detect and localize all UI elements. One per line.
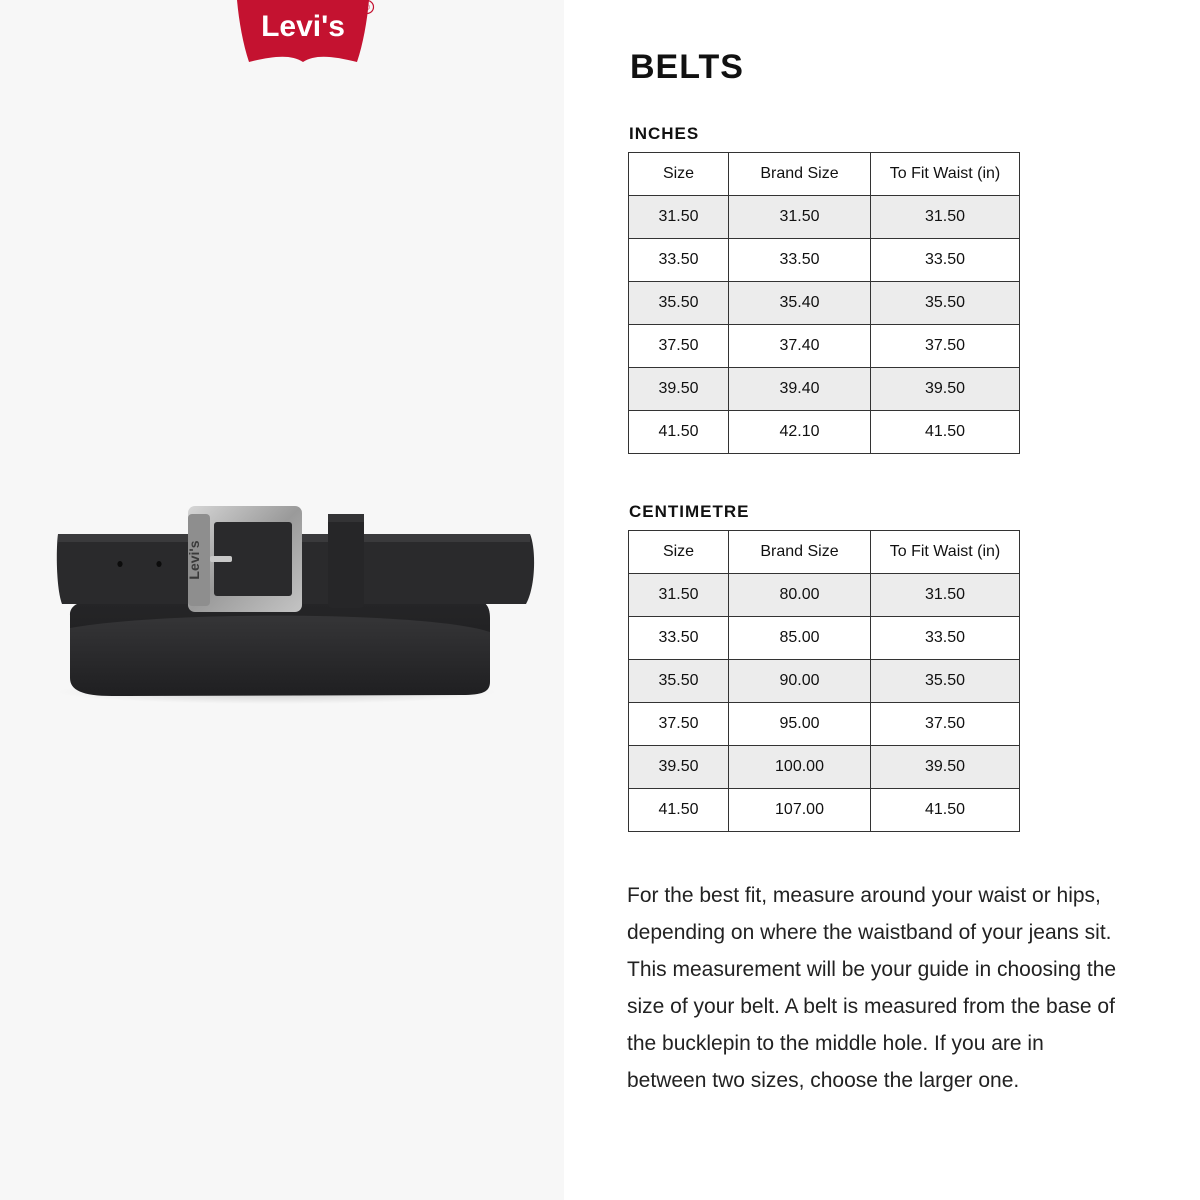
table-cell: 35.50 <box>629 660 729 703</box>
inches-size-table <box>628 152 1020 454</box>
table-row <box>629 411 1020 454</box>
centimetre-heading: CENTIMETRE <box>629 502 750 521</box>
table-cell: 39.50 <box>629 746 729 789</box>
table-cell: 42.10 <box>729 411 871 454</box>
table-row <box>629 660 1020 703</box>
table-cell: 33.50 <box>629 239 729 282</box>
table-cell: 107.00 <box>729 789 871 832</box>
fit-instructions: For the best fit, measure around your waist or hips, depending on where the waistband of your jeans sit. This measurement will be your guide in choosing the size of your belt. A belt is measured from the base of the bucklepin to the middle hole. If you are in between two sizes, choose the larger one. <box>627 884 1117 1092</box>
table-cell: 37.50 <box>629 703 729 746</box>
table-row <box>629 282 1020 325</box>
column-header-size: Size <box>629 531 729 574</box>
table-cell: 35.50 <box>629 282 729 325</box>
table-cell: 37.40 <box>729 325 871 368</box>
table-cell: 35.50 <box>871 660 1020 703</box>
table-cell: 41.50 <box>629 789 729 832</box>
table-cell: 41.50 <box>871 411 1020 454</box>
table-cell: 33.50 <box>871 239 1020 282</box>
column-header-waist: To Fit Waist (in) <box>871 153 1020 196</box>
table-cell: 39.50 <box>629 368 729 411</box>
table-cell: 37.50 <box>871 325 1020 368</box>
table-row <box>629 574 1020 617</box>
table-row <box>629 703 1020 746</box>
table-row <box>629 368 1020 411</box>
table-cell: 39.50 <box>871 746 1020 789</box>
table-cell: 41.50 <box>871 789 1020 832</box>
table-cell: 41.50 <box>629 411 729 454</box>
table-cell: 33.50 <box>871 617 1020 660</box>
table-header-row <box>629 153 1020 196</box>
table-cell: 39.50 <box>871 368 1020 411</box>
table-cell: 37.50 <box>629 325 729 368</box>
table-row <box>629 617 1020 660</box>
table-cell: 35.50 <box>871 282 1020 325</box>
product-panel <box>0 0 564 1200</box>
table-cell: 33.50 <box>629 617 729 660</box>
table-cell: 31.50 <box>729 196 871 239</box>
centimetre-size-table <box>628 530 1020 832</box>
table-row <box>629 196 1020 239</box>
table-row <box>629 325 1020 368</box>
table-cell: 95.00 <box>729 703 871 746</box>
table-cell: 80.00 <box>729 574 871 617</box>
table-cell: 39.40 <box>729 368 871 411</box>
table-cell: 33.50 <box>729 239 871 282</box>
column-header-brand-size: Brand Size <box>729 531 871 574</box>
belt-product-image <box>52 500 542 710</box>
table-row <box>629 789 1020 832</box>
column-header-brand-size: Brand Size <box>729 153 871 196</box>
logo-text: Levi's <box>261 10 345 43</box>
table-cell: 85.00 <box>729 617 871 660</box>
table-cell: 37.50 <box>871 703 1020 746</box>
inches-heading: INCHES <box>629 124 700 143</box>
levis-logo <box>229 0 377 66</box>
table-cell: 31.50 <box>871 196 1020 239</box>
buckle-logo-text: Levi's <box>186 540 202 580</box>
page-title: BELTS <box>630 48 744 86</box>
column-header-waist: To Fit Waist (in) <box>871 531 1020 574</box>
registered-mark: ® <box>364 3 370 12</box>
table-cell: 35.40 <box>729 282 871 325</box>
table-row <box>629 746 1020 789</box>
table-cell: 31.50 <box>871 574 1020 617</box>
table-cell: 31.50 <box>629 574 729 617</box>
column-header-size: Size <box>629 153 729 196</box>
table-row <box>629 239 1020 282</box>
table-cell: 100.00 <box>729 746 871 789</box>
table-header-row <box>629 531 1020 574</box>
table-cell: 31.50 <box>629 196 729 239</box>
table-cell: 90.00 <box>729 660 871 703</box>
